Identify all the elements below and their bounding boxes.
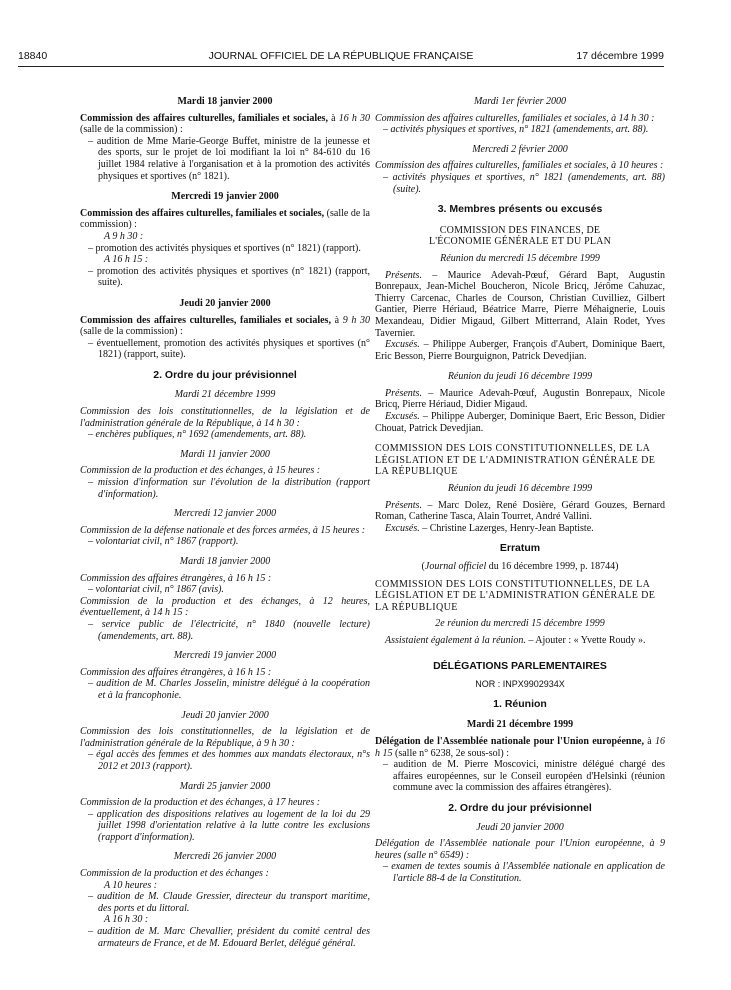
agenda-entry: Délégation de l'Assemblée nationale pour l'Union européenne, à 9 heures (salle n° 6549) : — [375, 838, 665, 861]
agenda-entry: Commission de la production et des échanges, à 12 heures, éventuellement, à 14 h 15 : — [80, 595, 370, 619]
meeting-heading: 2e réunion du mercredi 15 décembre 1999 — [435, 618, 605, 630]
attendance-present: Présents. – Marc Dolez, René Dosière, Gérard Gouzes, Bernard Roman, Catherine Tasca, Alain Tourret, André Vallini. — [375, 499, 665, 523]
erratum-heading: Erratum — [499, 542, 541, 555]
agenda-item: – enchères publiques, n° 1692 (amendements, art. 88). — [88, 429, 307, 441]
section-heading: 2. Ordre du jour prévisionnel — [448, 801, 592, 814]
day-heading: Mardi 18 janvier 2000 — [179, 556, 271, 567]
agenda-item: – activités physiques et sportives, n° 1821 (amendements, art. 88) (suite). — [383, 171, 665, 195]
delegations-heading: DÉLÉGATIONS PARLEMENTAIRES — [433, 659, 607, 672]
time-slot: A 16 h 30 : — [104, 914, 149, 926]
agenda-item: – audition de M. Pierre Moscovici, ministre délégué chargé des affaires européennes, sur le Conseil européen d'Helsinki (réunion commune avec la commission des affaires étrangères). — [383, 759, 665, 794]
commission-name: COMMISSION DES LOIS CONSTITUTIONNELLES, DE LA LÉGISLATION ET DE L'ADMINISTRATION GÉNÉRALE DE LA RÉPUBLIQUE — [375, 578, 656, 613]
agenda-item: – volontariat civil, n° 1867 (avis). — [88, 584, 224, 596]
agenda-entry: Commission de la production et des échanges, à 17 heures : — [80, 797, 321, 809]
attendance-excused: Excusés. – Philippe Auberger, Dominique Baert, Eric Besson, Didier Chouat, Patrick Devedjian. — [375, 411, 665, 434]
agenda-entry: Commission des affaires culturelles, familiales et sociales, à 10 heures : — [375, 160, 664, 172]
commission-name: COMMISSION DES FINANCES, DE L'ÉCONOMIE GÉNÉRALE ET DU PLAN — [428, 224, 612, 248]
agenda-entry: Commission des affaires étrangères, à 16 h 15 : — [80, 572, 272, 584]
agenda-item: – audition de Mme Marie-George Buffet, ministre de la jeunesse et des sports, sur le projet de loi modifiant la loi n° 84-610 du 16 juillet 1984 relative à l'organisation et à la promotion des activités physiques et sportives (n° 1821). — [88, 135, 370, 182]
agenda-entry: Commission des affaires culturelles, familiales et sociales, à 16 h 30 (salle de la commission) : — [80, 112, 371, 136]
time-slot: A 10 heures : — [104, 879, 158, 891]
agenda-item: – audition de M. Claude Gressier, directeur du transport maritime, des ports et du littoral. — [88, 891, 370, 914]
day-heading: Jeudi 20 janvier 2000 — [179, 297, 271, 309]
left-column — [80, 96, 370, 949]
day-heading: Mercredi 19 janvier 2000 — [171, 191, 279, 203]
issue-date: 17 décembre 1999 — [576, 50, 664, 62]
day-heading: Mardi 1er février 2000 — [473, 96, 567, 107]
attendance-excused: Excusés. – Christine Lazerges, Henry-Jean Baptiste. — [385, 522, 594, 534]
agenda-item: – audition de M. Marc Chevallier, président du comité central des armateurs de France, et de M. Edouard Berlet, délégué général. — [88, 926, 370, 949]
journal-title: JOURNAL OFFICIEL DE LA RÉPUBLIQUE FRANÇAISE — [208, 50, 474, 62]
time-slot: A 9 h 30 : — [104, 230, 144, 242]
agenda-item: – égal accès des femmes et des hommes aux mandats électoraux, n°s 2012 et 2013 (rapport). — [88, 749, 370, 772]
agenda-item: – service public de l'électricité, n° 1840 (nouvelle lecture) (amendements, art. 88). — [88, 618, 370, 642]
right-column — [375, 96, 665, 884]
erratum-reference: (Journal officiel du 16 décembre 1999, p. 18744) — [421, 561, 619, 572]
agenda-entry: Commission de la défense nationale et des forces armées, à 15 heures : — [80, 524, 366, 536]
agenda-entry: Commission de la production et des échanges, à 15 heures : — [80, 465, 321, 477]
erratum-note: Assistaient également à la réunion. – Ajouter : « Yvette Roudy ». — [385, 634, 646, 646]
agenda-item: – activités physiques et sportives, n° 1821 (amendements, art. 88). — [383, 124, 649, 136]
section-heading: 3. Membres présents ou excusés — [437, 203, 603, 216]
day-heading: Mercredi 26 janvier 2000 — [173, 851, 277, 863]
section-heading: 2. Ordre du jour prévisionnel — [153, 368, 297, 381]
agenda-item: – examen de textes soumis à l'Assemblée nationale en application de l'article 88-4 de la Constitution. — [383, 861, 665, 884]
section-heading: 1. Réunion — [493, 697, 547, 710]
agenda-item: – volontariat civil, n° 1867 (rapport). — [88, 536, 239, 548]
meeting-heading: Réunion du mercredi 15 décembre 1999 — [440, 252, 600, 264]
nor-reference: NOR : INPX9902934X — [475, 679, 565, 690]
attendance-present: Présents. – Maurice Adevah-Pœuf, Gérard Bapt, Augustin Bonrepaux, Jean-Michel Boucheron, Nicole Bricq, Jérôme Cahuzac, Thierry Carcenac, Charles de Courson, Christian Cuvilliez, Gilbert Gantier, Pierre Hériaud, Béatrice Marre, Pierre Méhaignerie, Louis Mexandeau, Didier Migaud, Gilbert Mitterrand, Alain Rodet, Yves Tavernier. — [375, 269, 665, 339]
day-heading: Mardi 18 janvier 2000 — [177, 96, 273, 107]
agenda-item: – promotion des activités physiques et sportives (n° 1821) (rapport, suite). — [88, 265, 370, 289]
meeting-heading: Réunion du jeudi 16 décembre 1999 — [447, 483, 593, 495]
attendance-present: Présents. – Maurice Adevah-Pœuf, Augustin Bonrepaux, Nicole Bricq, Pierre Hériaud, Didier Migaud. — [375, 387, 665, 411]
agenda-item: – mission d'information sur l'évolution de la distribution (rapport d'information). — [88, 477, 370, 500]
day-heading: Mercredi 12 janvier 2000 — [173, 508, 277, 520]
agenda-item: – éventuellement, promotion des activités physiques et sportives (n° 1821) (rapport, suite). — [88, 337, 370, 361]
day-heading: Mercredi 2 février 2000 — [472, 143, 568, 155]
day-heading: Jeudi 20 janvier 2000 — [181, 709, 269, 721]
agenda-entry: Commission de la production et des échanges : — [80, 868, 269, 880]
day-heading: Mercredi 19 janvier 2000 — [173, 650, 277, 662]
agenda-entry: Commission des affaires culturelles, familiales et sociales, à 9 h 30 (salle de la commission) : — [80, 314, 371, 338]
agenda-entry: Commission des lois constitutionnelles, de la législation et de l'administration générale de la République, à 9 h 30 : — [80, 726, 370, 749]
day-heading: Mardi 25 janvier 2000 — [179, 780, 271, 792]
agenda-entry: Commission des lois constitutionnelles, de la législation et de l'administration générale de la République, à 14 h 30 : — [80, 406, 370, 429]
commission-name: COMMISSION DES LOIS CONSTITUTIONNELLES, DE LA LÉGISLATION ET DE L'ADMINISTRATION GÉNÉRALE DE LA RÉPUBLIQUE — [375, 443, 656, 478]
page-header — [18, 50, 664, 64]
time-slot: A 16 h 15 : — [104, 254, 149, 266]
agenda-item: – audition de M. Charles Josselin, ministre délégué à la coopération et à la francophonie. — [88, 678, 370, 701]
page-number: 18840 — [18, 50, 48, 62]
day-heading: Mardi 11 janvier 2000 — [180, 448, 270, 460]
agenda-entry: Commission des affaires culturelles, familiales et sociales, à 14 h 30 : — [375, 112, 655, 124]
agenda-entry: Commission des affaires culturelles, familiales et sociales, (salle de la commission) : — [80, 207, 370, 231]
agenda-item: – promotion des activités physiques et sportives (n° 1821) (rapport). — [88, 242, 361, 254]
day-heading: Mardi 21 décembre 1999 — [174, 389, 276, 401]
meeting-heading: Réunion du jeudi 16 décembre 1999 — [447, 371, 593, 383]
day-heading: Jeudi 20 janvier 2000 — [476, 821, 564, 833]
agenda-entry: Délégation de l'Assemblée nationale pour l'Union européenne, à 16 h 15 (salle n° 6238, 2e sous-sol) : — [375, 735, 665, 759]
day-heading: Mardi 21 décembre 1999 — [466, 719, 574, 731]
header-rule — [18, 66, 664, 67]
agenda-entry: Commission des affaires étrangères, à 16 h 15 : — [80, 666, 272, 678]
agenda-item: – application des dispositions relatives au logement de la loi du 29 juillet 1998 d'orientation relative à la lutte contre les exclusions (rapport d'information). — [88, 808, 370, 843]
attendance-excused: Excusés. – Philippe Auberger, François d'Aubert, Dominique Baert, Eric Besson, Pierre Bourguignon, Patrick Devedjian. — [375, 339, 665, 362]
